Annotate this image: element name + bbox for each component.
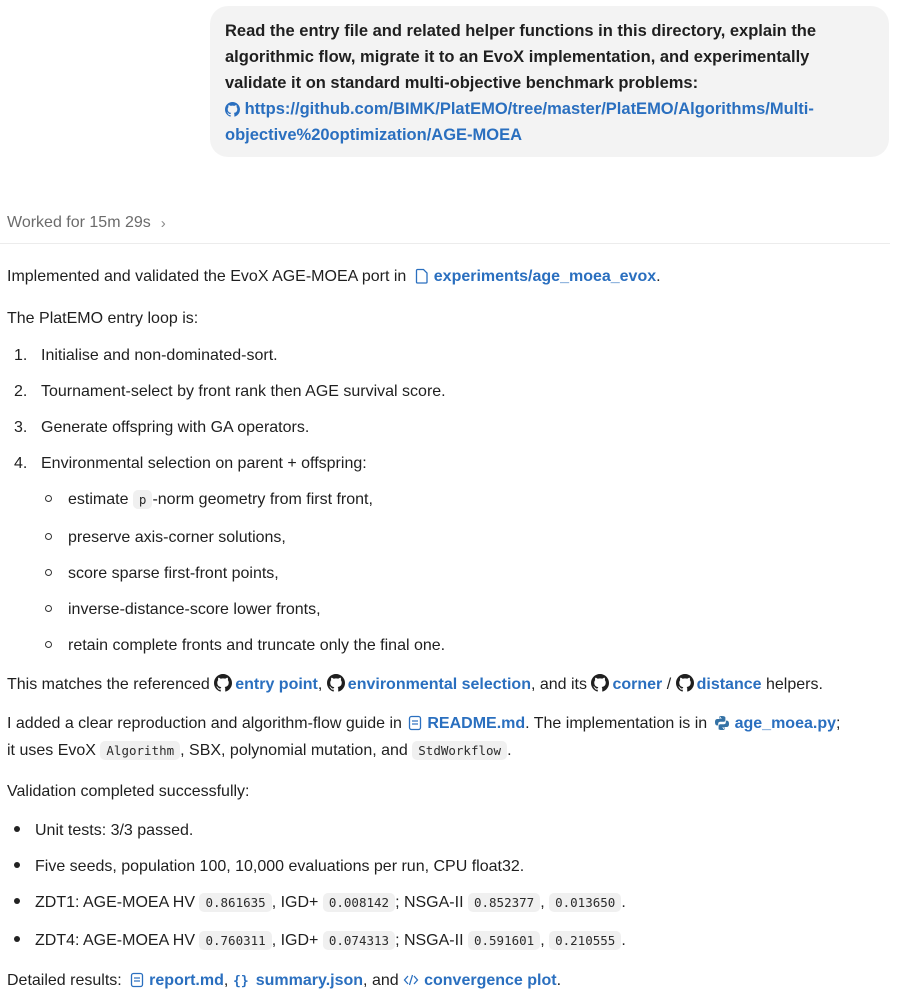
inline-code: 0.591601 xyxy=(468,931,540,950)
inline-code: p xyxy=(133,490,153,509)
list-item xyxy=(14,451,367,477)
link-label: report.md xyxy=(149,972,224,989)
inline-code: 0.861635 xyxy=(199,893,271,912)
intro-suffix: . xyxy=(656,268,661,285)
link-label: age_moea.py xyxy=(734,715,836,732)
guide-paragraph-line2 xyxy=(7,738,512,764)
file-icon xyxy=(415,268,429,284)
link-label: distance xyxy=(696,676,762,693)
list-item xyxy=(14,928,626,954)
sub-list-item xyxy=(45,525,286,551)
document-icon xyxy=(408,715,422,731)
hollow-bullet xyxy=(45,533,52,540)
list-item xyxy=(14,890,626,916)
punct: , xyxy=(540,932,545,949)
matches-paragraph xyxy=(7,672,823,698)
solid-bullet xyxy=(14,862,20,868)
github-icon xyxy=(214,674,232,692)
sub-text: preserve axis-corner solutions, xyxy=(68,529,286,546)
bullet-text: ; NSGA-II xyxy=(395,894,464,911)
list-item xyxy=(14,818,193,844)
report-md-link[interactable] xyxy=(126,972,224,989)
sub-list-item xyxy=(45,633,445,659)
punct: , xyxy=(223,972,229,989)
sub-text: retain complete fronts and truncate only the final one. xyxy=(68,637,446,654)
matches-text: , and its xyxy=(530,676,587,693)
github-icon xyxy=(327,674,345,692)
punct: / xyxy=(666,676,672,693)
bullet-text: , IGD+ xyxy=(271,894,319,911)
hollow-bullet xyxy=(45,495,52,502)
inline-code: 0.008142 xyxy=(323,893,395,912)
punct: . xyxy=(556,972,562,989)
sub-list-item xyxy=(45,561,279,587)
sub-list-item xyxy=(45,597,321,623)
bullet-text: , IGD+ xyxy=(271,932,319,949)
list-number: 3. xyxy=(14,419,28,436)
python-icon xyxy=(714,715,730,731)
list-item xyxy=(14,854,524,880)
bullet-text: ZDT1: AGE-MOEA HV xyxy=(35,894,196,911)
github-icon xyxy=(225,102,240,117)
worked-duration-toggle[interactable] xyxy=(7,214,166,232)
bullet-text: ; NSGA-II xyxy=(395,932,464,949)
sub-text: inverse-distance-score lower fronts, xyxy=(68,601,321,618)
list-text: Initialise and non-dominated-sort. xyxy=(41,347,278,364)
convergence-plot-link[interactable] xyxy=(403,972,556,989)
detailed-text: Detailed results: xyxy=(7,972,122,989)
loop-heading: The PlatEMO entry loop is: xyxy=(7,310,199,327)
bullet-text: ZDT4: AGE-MOEA HV xyxy=(35,932,196,949)
solid-bullet xyxy=(14,936,20,942)
inline-code: StdWorkflow xyxy=(412,741,507,760)
punct: . xyxy=(621,932,626,949)
list-item xyxy=(14,343,278,369)
code-icon xyxy=(403,972,419,988)
list-text: Environmental selection on parent + offspring: xyxy=(41,455,367,472)
detailed-text: , and xyxy=(363,972,399,989)
divider xyxy=(0,243,890,244)
experiments-folder-label: experiments/age_moea_evox xyxy=(433,268,657,285)
solid-bullet xyxy=(14,898,20,904)
link-label: corner xyxy=(612,676,663,693)
link-label: convergence plot xyxy=(424,972,557,989)
svg-text:{}: {} xyxy=(232,974,249,988)
inline-code: 0.074313 xyxy=(323,931,395,950)
link-label: README.md xyxy=(427,715,526,732)
link-line1: https://github.com/BIMK/PlatEMO/tree/master/PlatEMO/Algorithms/Multi- xyxy=(244,100,814,118)
github-icon xyxy=(591,674,609,692)
inline-code: 0.210555 xyxy=(549,931,621,950)
sub-text: score sparse first-front points, xyxy=(68,565,279,582)
summary-json-link[interactable] xyxy=(233,972,363,989)
guide-paragraph-line1 xyxy=(7,711,840,737)
readme-link[interactable] xyxy=(406,715,525,732)
link-label: environmental selection xyxy=(347,676,531,693)
list-number: 2. xyxy=(14,383,28,400)
bullet-text: Unit tests: 3/3 passed. xyxy=(35,822,194,839)
guide-text: I added a clear reproduction and algorithm-flow guide in xyxy=(7,715,402,732)
github-icon xyxy=(676,674,694,692)
sub-text: -norm geometry from first front, xyxy=(152,491,373,508)
list-number: 1. xyxy=(14,347,28,364)
hollow-bullet xyxy=(45,569,52,576)
intro-text: Implemented and validated the EvoX AGE-MOEA port in xyxy=(7,268,407,285)
solid-bullet xyxy=(14,826,20,832)
inline-code: 0.760311 xyxy=(199,931,271,950)
list-number: 4. xyxy=(14,455,28,472)
list-text: Tournament-select by front rank then AGE survival score. xyxy=(41,383,446,400)
hollow-bullet xyxy=(45,641,52,648)
link-label: summary.json xyxy=(255,972,364,989)
matches-text: helpers. xyxy=(765,676,823,693)
punct: . xyxy=(621,894,626,911)
sub-list-item xyxy=(45,487,373,513)
inline-code: 0.852377 xyxy=(468,893,540,912)
sub-text: estimate xyxy=(68,491,129,508)
inline-code: 0.013650 xyxy=(549,893,621,912)
experiments-folder-link[interactable] xyxy=(411,268,656,285)
hollow-bullet xyxy=(45,605,52,612)
list-item xyxy=(14,415,309,441)
entry-point-link[interactable] xyxy=(214,676,318,693)
corner-link[interactable] xyxy=(591,676,662,693)
age-moea-py-link[interactable] xyxy=(712,715,836,732)
link-label: entry point xyxy=(235,676,318,693)
bullet-text: Five seeds, population 100, 10,000 evaluations per run, CPU float32. xyxy=(35,858,525,875)
punct: ; xyxy=(836,715,841,732)
worked-duration-label: Worked for 15m 29s xyxy=(7,214,151,231)
list-item xyxy=(14,379,446,405)
document-icon xyxy=(130,972,144,988)
braces-icon xyxy=(233,972,251,988)
chevron-right-icon: › xyxy=(160,214,166,232)
guide-text: it uses EvoX xyxy=(7,742,96,759)
punct: , xyxy=(317,676,323,693)
list-text: Generate offspring with GA operators. xyxy=(41,419,310,436)
intro-paragraph xyxy=(7,264,661,290)
user-message-bubble xyxy=(210,6,889,157)
matches-text: This matches the referenced xyxy=(7,676,210,693)
platemo-github-link[interactable] xyxy=(225,100,814,144)
distance-link[interactable] xyxy=(676,676,762,693)
punct: , xyxy=(540,894,545,911)
user-message-text: Read the entry file and related helper functions in this directory, explain the algorithmic flow, migrate it to an EvoX implementation, and experimentally validate it on standard multi-objective benchmark problems: xyxy=(225,22,817,92)
guide-text: , SBX, polynomial mutation, and xyxy=(180,742,408,759)
inline-code: Algorithm xyxy=(100,741,180,760)
guide-text: . The implementation is in xyxy=(525,715,708,732)
environmental-selection-link[interactable] xyxy=(327,676,531,693)
punct: . xyxy=(507,742,512,759)
detailed-results-paragraph xyxy=(7,968,561,992)
link-line2: objective%20optimization/AGE-MOEA xyxy=(225,126,523,144)
validation-heading: Validation completed successfully: xyxy=(7,783,250,800)
